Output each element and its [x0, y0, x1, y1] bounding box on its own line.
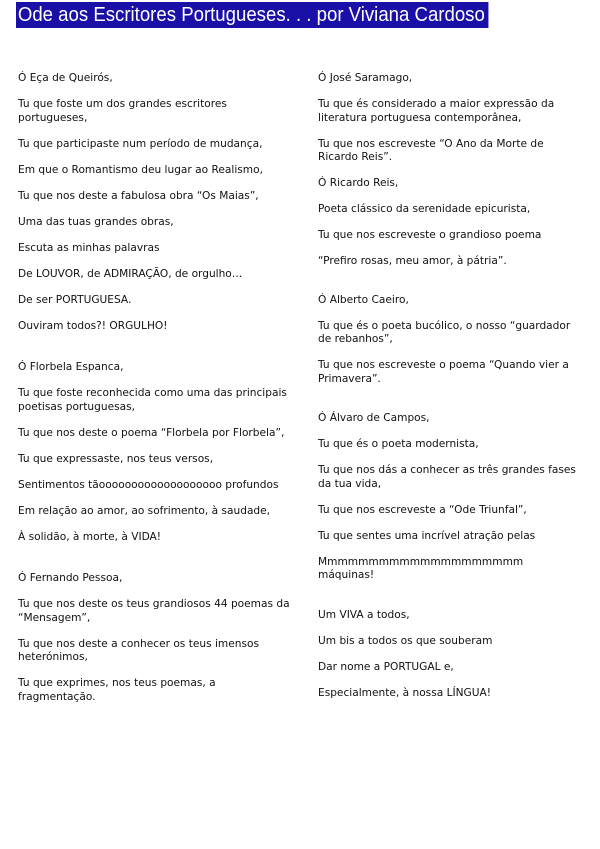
document-title: Ode aos Escritores Portugueses. . . por Viviana Cardoso [16, 2, 489, 28]
poem-line: Tu que nos escreveste “O Ano da Morte de Ricardo Reis”. [318, 137, 544, 163]
poem-line: Tu que nos escreveste a “Ode Triunfal”, [318, 503, 527, 516]
poem-line: Poeta clássico da serenidade epicurista, [318, 203, 531, 215]
poem-line: Tu que expressaste, nos teus versos, [18, 452, 214, 465]
left-column [18, 72, 293, 717]
right-column [318, 72, 580, 713]
poem-line: Sentimentos tãooooooooooooooooooo profundos [18, 478, 279, 491]
poem-line: Tu que nos deste a fabulosa obra “Os Maias”, [18, 189, 259, 202]
stanza [318, 177, 580, 269]
poem-line: Tu que foste um dos grandes escritores portugueses, [18, 98, 227, 124]
poem-line: Tu que nos deste os teus grandiosos 44 poemas da “Mensagem”, [18, 598, 290, 624]
poem-line: Escuta as minhas palavras [18, 241, 160, 254]
poem-line: Dar nome a PORTUGAL e, [318, 660, 454, 673]
poem-line: Ó Fernando Pessoa, [18, 572, 123, 584]
poem-line: Ó Ricardo Reis, [318, 177, 399, 189]
poem-line: Tu que és o poeta modernista, [318, 438, 479, 450]
poem-line: Tu que és o poeta bucólico, o nosso “guardador de rebanhos”, [318, 319, 571, 345]
poem-line: Tu que sentes uma incrível atração pelas [318, 529, 536, 542]
poem-line: Tu que nos dás a conhecer as três grandes fases da tua vida, [318, 464, 576, 490]
poem-line: Uma das tuas grandes obras, [18, 215, 174, 228]
poem-line: Tu que participaste num período de mudança, [18, 137, 263, 150]
poem-line: Tu que foste reconhecida como uma das principais poetisas portuguesas, [18, 387, 287, 413]
stanza [18, 361, 293, 544]
poem-line: Tu que nos escreveste o grandioso poema [318, 229, 542, 241]
poem-line: De LOUVOR, de ADMIRAÇÃO, de orgulho… [18, 267, 243, 280]
stanza [18, 572, 293, 704]
poem-line: Tu que és considerado a maior expressão da literatura portuguesa contemporânea, [318, 98, 555, 124]
poem-line: Em que o Romantismo deu lugar ao Realismo, [18, 163, 263, 176]
poem-line: Ó José Saramago, [318, 72, 413, 84]
poem-line: Um bis a todos os que souberam [318, 634, 493, 647]
poem-line: Tu que nos escreveste o poema “Quando vier a Primavera”. [318, 359, 569, 385]
poem-line: De ser PORTUGUESA. [18, 293, 132, 306]
poem-line: Ouviram todos?! ORGULHO! [18, 319, 168, 332]
poem-line: Um VIVA a todos, [318, 608, 410, 621]
poem-line: Em relação ao amor, ao sofrimento, à saudade, [18, 504, 271, 517]
poem-line: Especialmente, à nossa LÍNGUA! [318, 686, 491, 699]
stanza [18, 72, 293, 333]
stanza [318, 294, 580, 387]
poem-line: “Prefiro rosas, meu amor, à pátria”. [318, 255, 507, 267]
poem-line: Ó Eça de Queirós, [18, 72, 113, 84]
poem-line: Mmmmmmmmmmmmmmmmmmmm máquinas! [318, 555, 524, 581]
stanza [318, 72, 580, 165]
poem-line: Ó Alberto Caeiro, [318, 293, 409, 306]
poem-line: Tu que exprimes, nos teus poemas, a fragmentação. [18, 677, 216, 703]
poem-line: Tu que nos deste a conhecer os teus imensos heterónimos, [18, 637, 259, 663]
stanza [318, 609, 580, 701]
poem-line: Ó Álvaro de Campos, [318, 412, 430, 424]
poem-line: Ó Florbela Espanca, [18, 361, 124, 373]
stanza [318, 412, 580, 583]
poem-line: Tu que nos deste o poema “Florbela por Florbela”, [18, 426, 285, 439]
poem-line: À solidão, à morte, à VIDA! [18, 530, 162, 543]
